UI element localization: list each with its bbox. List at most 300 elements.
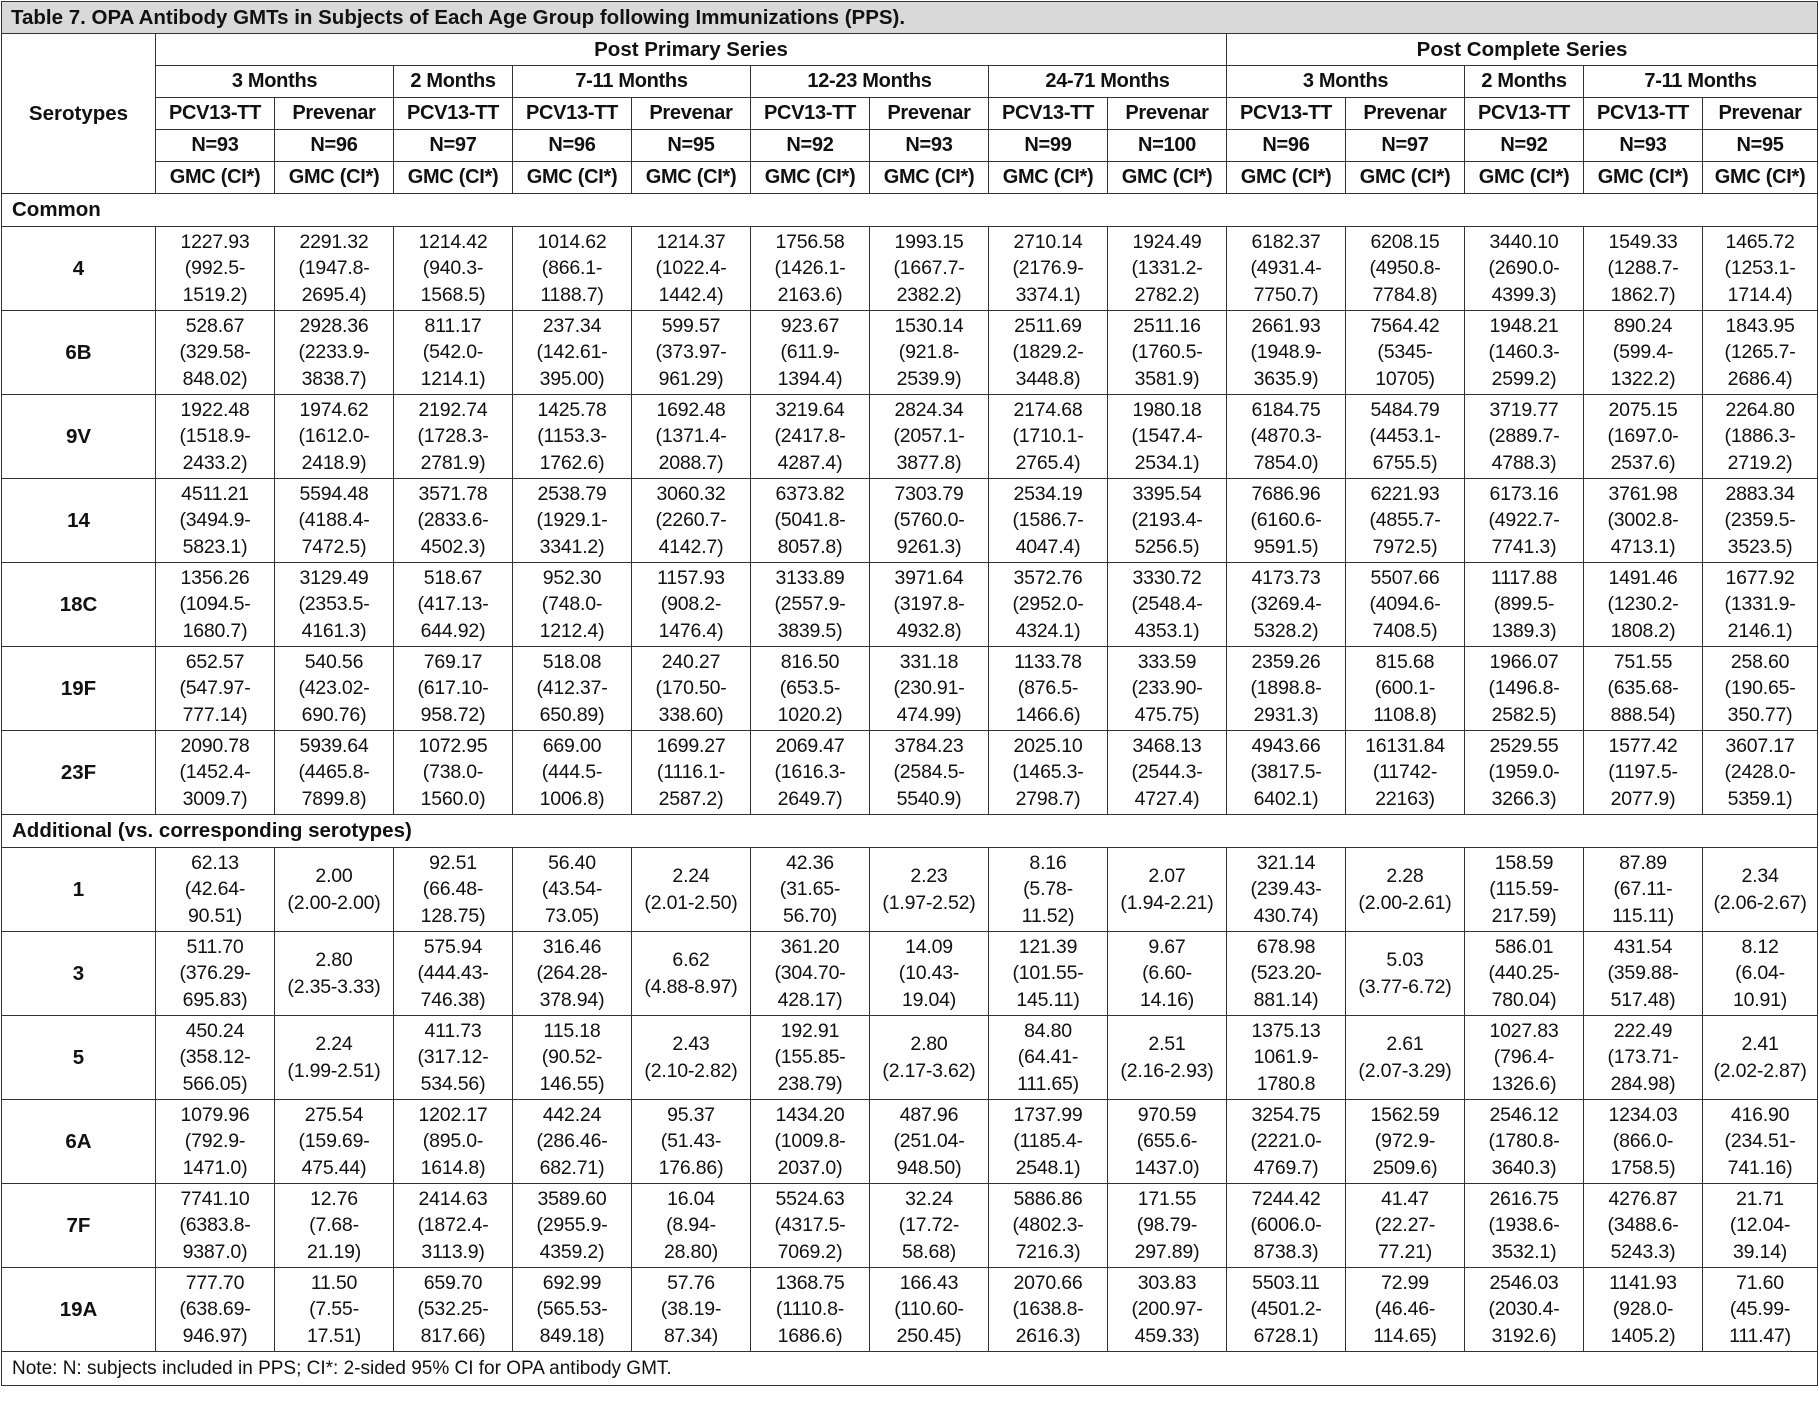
gmc-cell [1227,731,1346,815]
gmc-line: 511.70 [186,935,244,958]
gmc-line: (440.25- [1488,962,1560,985]
gmc-line: (611.9- [780,341,840,364]
gmc-cell [1584,647,1703,731]
gmc-line: 7069.2) [777,1240,843,1263]
sample-size-header: N=93 [1584,130,1703,162]
gmc-line: 2548.1) [1015,1156,1081,1179]
gmc-line: 2616.3) [1015,1324,1081,1347]
gmc-line: 459.33) [1134,1324,1200,1347]
gmc-line: 250.45) [896,1324,962,1347]
gmc-line: (115.59- [1489,878,1559,901]
gmc-line: 2616.75 [1489,1187,1559,1210]
gmc-line: 2537.6) [1610,451,1676,474]
gmc-line: 1862.7) [1610,283,1676,306]
gmc-line: (376.29- [179,962,251,985]
gmc-line: (234.51- [1724,1130,1796,1153]
gmc-line: (1153.3- [537,425,607,448]
gmc-line: 2037.0) [777,1156,843,1179]
age-group-header: 7-11 Months [513,66,751,98]
gmc-line: (1094.5- [179,593,251,616]
gmc-cell [1108,311,1227,395]
gmc-line: 1980.18 [1132,398,1202,421]
gmc-line: 6.62 [672,949,710,971]
gmc-line: (972.9- [1374,1130,1436,1153]
sample-size-header: N=95 [632,130,751,162]
gmc-line: (1009.8- [774,1130,846,1153]
gmc-line: (4922.7- [1488,509,1560,532]
gmc-line: (2.06-2.67) [1713,891,1807,914]
gmc-line: 9591.5) [1253,535,1319,558]
gmc-line: (1710.1- [1012,425,1084,448]
gmc-line: (1638.8- [1012,1298,1084,1321]
gmc-line: (3.77-6.72) [1358,975,1452,998]
gmc-line: 3635.9) [1253,367,1319,390]
gmc-line: 7303.79 [894,482,964,505]
age-group-header: 12-23 Months [751,66,989,98]
gmc-line: 331.18 [899,650,959,673]
gmc-cell [1346,1184,1465,1268]
gmc-line: 238.79) [777,1072,843,1095]
section-label: Common [2,194,1818,227]
gmc-cell [1346,479,1465,563]
gmc-line: (1780.8- [1488,1130,1560,1153]
gmc-cell [1584,395,1703,479]
metric-header: GMC (CI*) [989,162,1108,194]
gmc-line: (1938.6- [1488,1214,1560,1237]
gmc-line: (1496.8- [1488,677,1560,700]
gmc-line: 3341.2) [539,535,605,558]
gmc-line: (1.99-2.51) [287,1059,381,1082]
gmc-line: (940.3- [422,257,484,280]
gmc-line: 1680.7) [182,619,248,642]
gmc-cell [1465,1184,1584,1268]
gmc-line: 9.67 [1148,935,1186,958]
gmc-line: (1230.2- [1607,593,1679,616]
gmc-line: 769.17 [423,650,483,673]
gmc-line: 5243.3) [1610,1240,1676,1263]
gmc-cell [1108,932,1227,1016]
sample-size-header: N=100 [1108,130,1227,162]
gmc-cell [275,1268,394,1352]
gmc-cell [1346,1268,1465,1352]
gmc-line: (617.10- [417,677,489,700]
gmc-line: 534.56) [420,1072,486,1095]
gmc-line: 678.98 [1256,935,1316,958]
gmc-line: (2690.0- [1488,257,1560,280]
gmc-line: 4276.87 [1608,1187,1678,1210]
gmc-line: 4287.4) [777,451,843,474]
gmc-line: (4501.2- [1250,1298,1322,1321]
gmc-cell [1108,848,1227,932]
gmc-line: 692.99 [542,1271,602,1294]
gmc-line: 431.54 [1613,935,1673,958]
gmc-line: 946.97) [182,1324,248,1347]
gmc-line: (142.61- [536,341,608,364]
gmc-cell [394,395,513,479]
gmc-line: (2.01-2.50) [644,891,738,914]
gmc-line: 4161.3) [301,619,367,642]
gmc-line: (635.68- [1607,677,1679,700]
gmc-cell [1584,479,1703,563]
vaccine-header: PCV13-TT [1584,98,1703,130]
table-row [2,395,1818,479]
gmc-cell [1584,1016,1703,1100]
gmc-line: (599.4- [1612,341,1674,364]
gmc-line: 115.11) [1612,904,1674,927]
gmc-line: (444.5- [541,761,603,784]
gmc-line: 361.20 [780,935,840,958]
gmc-line: 7564.42 [1370,314,1440,337]
gmc-line: 777.14) [182,703,248,726]
gmc-line: 6184.75 [1251,398,1321,421]
gmc-line: 2.51 [1148,1033,1186,1055]
gmc-line: 7854.0) [1253,451,1319,474]
gmc-line: 2291.32 [299,230,369,253]
gmc-line: 3877.8) [896,451,962,474]
gmc-line: 1560.0) [420,787,486,810]
gmc-line: 5540.9) [896,787,962,810]
gmc-line: 3440.10 [1489,230,1559,253]
gmc-line: 111.47) [1729,1324,1791,1347]
gmc-line: (6006.0- [1250,1214,1322,1237]
gmc-line: 1326.6) [1491,1072,1557,1095]
gmc-line: 2174.68 [1013,398,1083,421]
gmc-line: 475.44) [301,1156,367,1179]
gmc-line: (101.55- [1012,962,1084,985]
gmc-line: (251.04- [893,1130,965,1153]
gmc-cell [1465,227,1584,311]
gmc-cell [1346,647,1465,731]
gmc-line: (1331.2- [1131,257,1203,280]
gmc-line: 1922.48 [180,398,250,421]
gmc-cell [1465,932,1584,1016]
gmc-line: (45.99- [1729,1298,1791,1321]
gmc-line: 7899.8) [301,787,367,810]
gmc-line: 2070.66 [1013,1271,1083,1294]
gmc-line: 1425.78 [537,398,607,421]
gmc-line: 5594.48 [299,482,369,505]
gmc-cell [870,563,989,647]
gmc-line: (738.0- [422,761,484,784]
gmc-line: 4788.3) [1491,451,1557,474]
gmc-line: 1699.27 [656,734,726,757]
post-complete-series-header: Post Complete Series [1227,34,1818,66]
gmc-line: 644.92) [420,619,486,642]
table-row [2,647,1818,731]
gmc-line: 1133.78 [1014,650,1082,673]
gmc-line: 2088.7) [658,451,724,474]
gmc-cell [1584,848,1703,932]
gmc-line: 2509.6) [1372,1156,1438,1179]
metric-header: GMC (CI*) [1703,162,1818,194]
gmc-line: 3129.49 [299,566,369,589]
gmc-line: 57.76 [667,1271,715,1294]
gmc-line: 3468.13 [1132,734,1202,757]
gmc-line: (190.65- [1724,677,1796,700]
gmc-line: 7686.96 [1251,482,1321,505]
gmc-cell [870,1100,989,1184]
gmc-line: 2414.63 [418,1187,488,1210]
gmc-line: 16.04 [667,1187,715,1210]
metric-header: GMC (CI*) [513,162,632,194]
gmc-line: 2883.34 [1725,482,1795,505]
gmc-line: (417.13- [417,593,489,616]
gmc-line: (565.53- [536,1298,608,1321]
serotype-cell: 6B [2,311,156,395]
metric-header: GMC (CI*) [870,162,989,194]
sample-size-header: N=92 [1465,130,1584,162]
gmc-line: 1375.13 [1251,1019,1321,1042]
gmc-line: 1322.2) [1610,367,1676,390]
age-group-header: 2 Months [1465,66,1584,98]
gmc-line: 7750.7) [1253,283,1319,306]
gmc-cell [1584,731,1703,815]
gmc-cell [632,1268,751,1352]
gmc-line: 176.86) [658,1156,724,1179]
gmc-line: (4188.4- [298,509,370,532]
gmc-line: 3839.5) [777,619,843,642]
gmc-line: (748.0- [541,593,603,616]
gmc-line: 8057.8) [777,535,843,558]
gmc-line: (155.85- [774,1046,846,1069]
gmc-line: 71.60 [1736,1271,1784,1294]
gmc-cell [394,311,513,395]
gmc-line: 3448.8) [1015,367,1081,390]
gmc-line: 7472.5) [301,535,367,558]
gmc-cell [513,311,632,395]
gmc-cell [394,1184,513,1268]
gmc-line: 84.80 [1024,1019,1072,1042]
gmc-line: 1020.2) [777,703,843,726]
gmc-cell [870,1184,989,1268]
gmc-line: 2163.6) [777,283,843,306]
gmc-line: 1117.88 [1490,566,1558,589]
gmc-cell [1584,1184,1703,1268]
gmc-line: (6383.8- [179,1214,251,1237]
gmc-cell [513,848,632,932]
gmc-line: 95.37 [667,1103,715,1126]
gmc-line: (2548.4- [1131,593,1203,616]
metric-header: GMC (CI*) [751,162,870,194]
gmc-line: (90.52- [541,1046,603,1069]
serotype-cell: 18C [2,563,156,647]
serotype-cell: 6A [2,1100,156,1184]
gmc-line: 6208.15 [1370,230,1440,253]
gmc-line: (792.9- [184,1130,246,1153]
gmc-line: (928.0- [1612,1298,1674,1321]
gmc-line: (2233.9- [298,341,370,364]
gmc-line: (2359.5- [1724,509,1796,532]
gmc-line: 41.47 [1381,1187,1429,1210]
gmc-line: 5.03 [1386,949,1424,971]
gmc-line: 3572.76 [1013,566,1083,589]
gmc-line: (1948.9- [1250,341,1322,364]
gmc-line: 487.96 [899,1103,959,1126]
gmc-line: 2.00 [315,865,353,887]
gmc-line: 1808.2) [1610,619,1676,642]
gmc-line: 2538.79 [537,482,607,505]
gmc-cell [632,1016,751,1100]
gmc-line: 2931.3) [1253,703,1319,726]
metric-header: GMC (CI*) [1584,162,1703,194]
gmc-line: (4950.8- [1369,257,1441,280]
table-title: Table 7. OPA Antibody GMTs in Subjects of Each Age Group following Immunizations (PPS). [2,2,1818,34]
gmc-line: (532.25- [417,1298,489,1321]
gmc-cell [1703,227,1818,311]
gmc-line: 518.08 [542,650,602,673]
gmc-cell [394,1100,513,1184]
gmc-line: 192.91 [780,1019,840,1042]
gmc-line: (1253.1- [1724,257,1796,280]
section-label: Additional (vs. corresponding serotypes) [2,815,1818,848]
gmc-line: 442.24 [542,1103,602,1126]
gmc-cell [751,1184,870,1268]
gmc-cell [870,395,989,479]
gmc-line: 2928.36 [299,314,369,337]
gmc-line: 3523.5) [1727,535,1793,558]
gmc-line: (1265.7- [1724,341,1796,364]
vaccine-header: Prevenar [870,98,989,130]
gmc-line: 4173.73 [1251,566,1321,589]
gmc-cell [513,647,632,731]
table-row [2,311,1818,395]
gmc-line: (110.60- [894,1298,964,1321]
gmc-line: 1924.49 [1132,230,1202,253]
gmc-cell [394,1016,513,1100]
metric-header: GMC (CI*) [1108,162,1227,194]
sample-size-header: N=96 [1227,130,1346,162]
gmc-line: 2025.10 [1013,734,1083,757]
gmc-line: 2534.1) [1134,451,1200,474]
gmc-cell [751,227,870,311]
gmc-cell [1346,848,1465,932]
serotype-cell: 14 [2,479,156,563]
gmc-line: 2.07 [1148,865,1186,887]
gmc-cell [1703,932,1818,1016]
gmc-line: (67.11- [1613,878,1673,901]
gmc-cell [1346,395,1465,479]
gmc-line: 9387.0) [182,1240,248,1263]
gmc-cell [1108,1016,1227,1100]
vaccine-header: PCV13-TT [989,98,1108,130]
gmc-cell [1465,848,1584,932]
gmc-line: (329.58- [179,341,251,364]
gmc-cell [751,647,870,731]
gmc-line: (3002.8- [1607,509,1679,532]
gmc-line: (4465.8- [298,761,370,784]
gmc-line: 4932.8) [896,619,962,642]
gmc-line: (3494.9- [179,509,251,532]
gmc-line: (6160.6- [1250,509,1322,532]
gmc-line: 5886.86 [1013,1187,1083,1210]
gmc-cell [394,647,513,731]
gmc-line: 1549.33 [1608,230,1678,253]
gmc-line: (3197.8- [893,593,965,616]
gmc-line: (866.1- [541,257,603,280]
gmc-cell [1346,227,1465,311]
gmc-line: (38.19- [660,1298,722,1321]
gmc-line: 3060.32 [656,482,726,505]
gmc-line: 5359.1) [1727,787,1793,810]
gmc-line: (233.90- [1131,677,1203,700]
gmc-cell [870,932,989,1016]
gmc-line: (239.43- [1250,878,1322,901]
gmc-cell [632,563,751,647]
gmc-line: 2511.16 [1133,314,1201,337]
serotype-cell: 7F [2,1184,156,1268]
metric-header: GMC (CI*) [1465,162,1584,194]
gmc-cell [1703,647,1818,731]
section-row [2,194,1818,227]
gmc-line: 4502.3) [420,535,486,558]
gmc-line: (2.10-2.82) [644,1059,738,1082]
gmc-line: 528.67 [185,314,245,337]
gmc-line: (1116.1- [656,761,726,784]
gmc-line: 948.50) [896,1156,962,1179]
gmc-cell [156,1184,275,1268]
gmc-line: 222.49 [1613,1019,1673,1042]
gmc-line: (2952.0- [1012,593,1084,616]
gmc-line: 751.55 [1613,650,1673,673]
gmc-line: (2544.3- [1131,761,1203,784]
gmc-cell [751,479,870,563]
gmc-line: (2221.0- [1250,1130,1322,1153]
gmc-cell [1108,563,1227,647]
gmc-line: 475.75) [1134,703,1200,726]
gmc-line: (66.48- [422,878,484,901]
gmc-line: 9261.3) [896,535,962,558]
gmc-line: 2.24 [672,865,710,887]
gmc-line: 3640.3) [1491,1156,1557,1179]
gmc-line: 350.77) [1727,703,1793,726]
gmc-line: (3488.6- [1607,1214,1679,1237]
gmc-line: (1872.4- [417,1214,489,1237]
gmc-cell [1227,227,1346,311]
gmc-line: 811.17 [424,314,482,337]
gmc-cell [1227,1184,1346,1268]
gmc-line: (4931.4- [1250,257,1322,280]
gmc-line: (1929.1- [536,509,608,532]
gmc-cell [632,848,751,932]
gmc-line: (51.43- [660,1130,722,1153]
gmc-cell [1346,1016,1465,1100]
gmc-line: 3330.72 [1132,566,1202,589]
gmc-line: 1562.59 [1370,1103,1440,1126]
gmc-line: (655.6- [1136,1130,1198,1153]
gmc-line: 682.71) [539,1156,605,1179]
gmc-line: (2889.7- [1488,425,1560,448]
gmc-line: 1079.96 [180,1103,250,1126]
gmc-line: 961.29) [658,367,724,390]
gmc-line: (2.07-3.29) [1358,1059,1452,1082]
gmc-line: 111.65) [1017,1072,1079,1095]
gmc-line: 3113.9) [421,1240,485,1263]
gmc-line: (10.43- [898,962,960,985]
gmc-line: (547.97- [179,677,251,700]
gmc-line: (638.69- [179,1298,251,1321]
gmc-cell [1465,731,1584,815]
gmc-cell [1108,227,1227,311]
gmc-cell [870,479,989,563]
gmc-cell [870,311,989,395]
gmc-line: (230.91- [893,677,965,700]
serotype-cell: 4 [2,227,156,311]
gmc-line: (1586.7- [1012,509,1084,532]
metric-header: GMC (CI*) [275,162,394,194]
gmc-cell [1703,311,1818,395]
gmc-cell [513,932,632,1016]
table-row [2,1016,1818,1100]
